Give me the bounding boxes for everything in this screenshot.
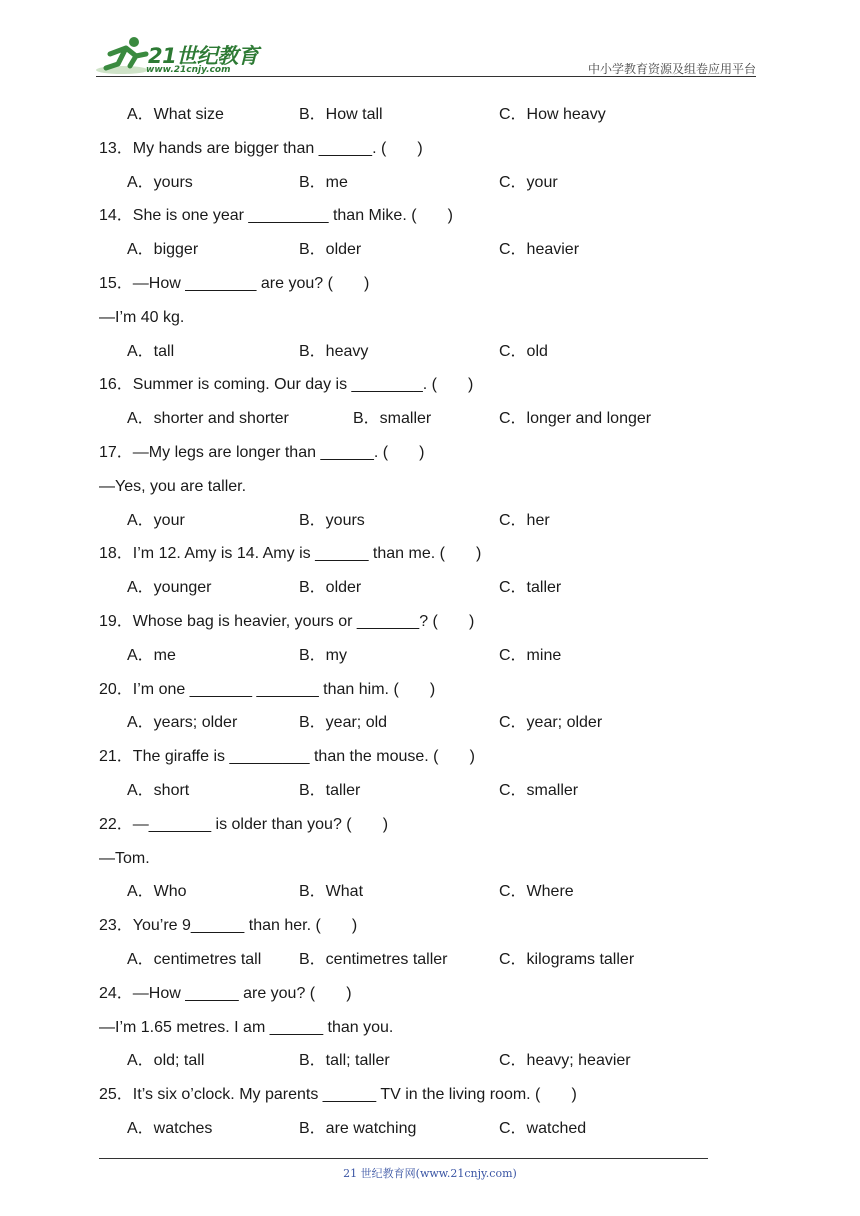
option-b: B．my: [299, 647, 348, 664]
option-b: B．yours: [299, 512, 365, 529]
question-line: 19．Whose bag is heavier, yours or _______? ( ): [99, 613, 475, 630]
option-c: C．How heavy: [499, 106, 606, 123]
option-b: B．centimetres taller: [299, 951, 448, 968]
question-line: 14．She is one year _________ than Mike. ( ): [99, 207, 453, 224]
page-footer: 21 世纪教育网(www.21cnjy.com): [343, 1167, 517, 1180]
footer-divider: [99, 1158, 708, 1159]
question-line: —Tom.: [99, 850, 150, 867]
option-a: A．bigger: [127, 241, 199, 258]
option-c: C．Where: [499, 883, 574, 900]
option-c: C．her: [499, 512, 550, 529]
option-a: A．years; older: [127, 714, 238, 731]
option-b: B．older: [299, 579, 362, 596]
question-line: 20．I’m one _______ _______ than him. ( ): [99, 681, 436, 698]
option-a: A．your: [127, 512, 185, 529]
option-c: C．heavy; heavier: [499, 1052, 631, 1069]
question-line: 24．—How ______ are you? ( ): [99, 985, 352, 1002]
logo-url: www.21cnjy.com: [146, 65, 231, 75]
question-line: 22．—_______ is older than you? ( ): [99, 816, 389, 833]
question-line: —I’m 40 kg.: [99, 309, 185, 326]
option-a: A．Who: [127, 883, 187, 900]
question-line: 18．I’m 12. Amy is 14. Amy is ______ than me. ( ): [99, 545, 482, 562]
option-b: B．me: [299, 174, 348, 191]
option-b: B．older: [299, 241, 362, 258]
question-line: 13．My hands are bigger than ______. ( ): [99, 140, 423, 157]
option-a: A．old; tall: [127, 1052, 205, 1069]
option-a: A．watches: [127, 1120, 213, 1137]
option-c: C．your: [499, 174, 558, 191]
question-line: —I’m 1.65 metres. I am ______ than you.: [99, 1019, 394, 1036]
option-c: C．year; older: [499, 714, 603, 731]
option-b: B．What: [299, 883, 364, 900]
option-c: C．smaller: [499, 782, 579, 799]
option-b: B．tall; taller: [299, 1052, 390, 1069]
header-divider: [96, 76, 756, 77]
question-line: 17．—My legs are longer than ______. ( ): [99, 444, 425, 461]
option-c: C．kilograms taller: [499, 951, 635, 968]
option-c: C．taller: [499, 579, 562, 596]
option-c: C．old: [499, 343, 548, 360]
question-line: 16．Summer is coming. Our day is ________. ( ): [99, 376, 474, 393]
option-c: C．watched: [499, 1120, 587, 1137]
option-c: C．mine: [499, 647, 562, 664]
option-a: A．shorter and shorter: [127, 410, 289, 427]
question-line: 23．You’re 9______ than her. ( ): [99, 917, 358, 934]
option-c: C．heavier: [499, 241, 580, 258]
option-a: A．yours: [127, 174, 193, 191]
option-b: B．taller: [299, 782, 361, 799]
page-header: [0, 0, 860, 80]
platform-tagline: 中小学教育资源及组卷应用平台: [587, 62, 756, 76]
option-a: A．me: [127, 647, 176, 664]
option-b: B．are watching: [299, 1120, 417, 1137]
option-a: A．tall: [127, 343, 175, 360]
option-a: A．What size: [127, 106, 224, 123]
option-a: A．centimetres tall: [127, 951, 262, 968]
option-b: B．smaller: [353, 410, 432, 427]
logo-text: 21世纪教育: [148, 44, 259, 68]
question-line: 15．—How ________ are you? ( ): [99, 275, 370, 292]
question-line: 21．The giraffe is _________ than the mouse. ( ): [99, 748, 475, 765]
option-b: B．year; old: [299, 714, 388, 731]
option-b: B．heavy: [299, 343, 369, 360]
option-c: C．longer and longer: [499, 410, 652, 427]
question-line: —Yes, you are taller.: [99, 478, 247, 495]
option-b: B．How tall: [299, 106, 383, 123]
question-line: 25．It’s six o’clock. My parents ______ TV in the living room. ( ): [99, 1086, 577, 1103]
option-a: A．short: [127, 782, 190, 799]
option-a: A．younger: [127, 579, 212, 596]
